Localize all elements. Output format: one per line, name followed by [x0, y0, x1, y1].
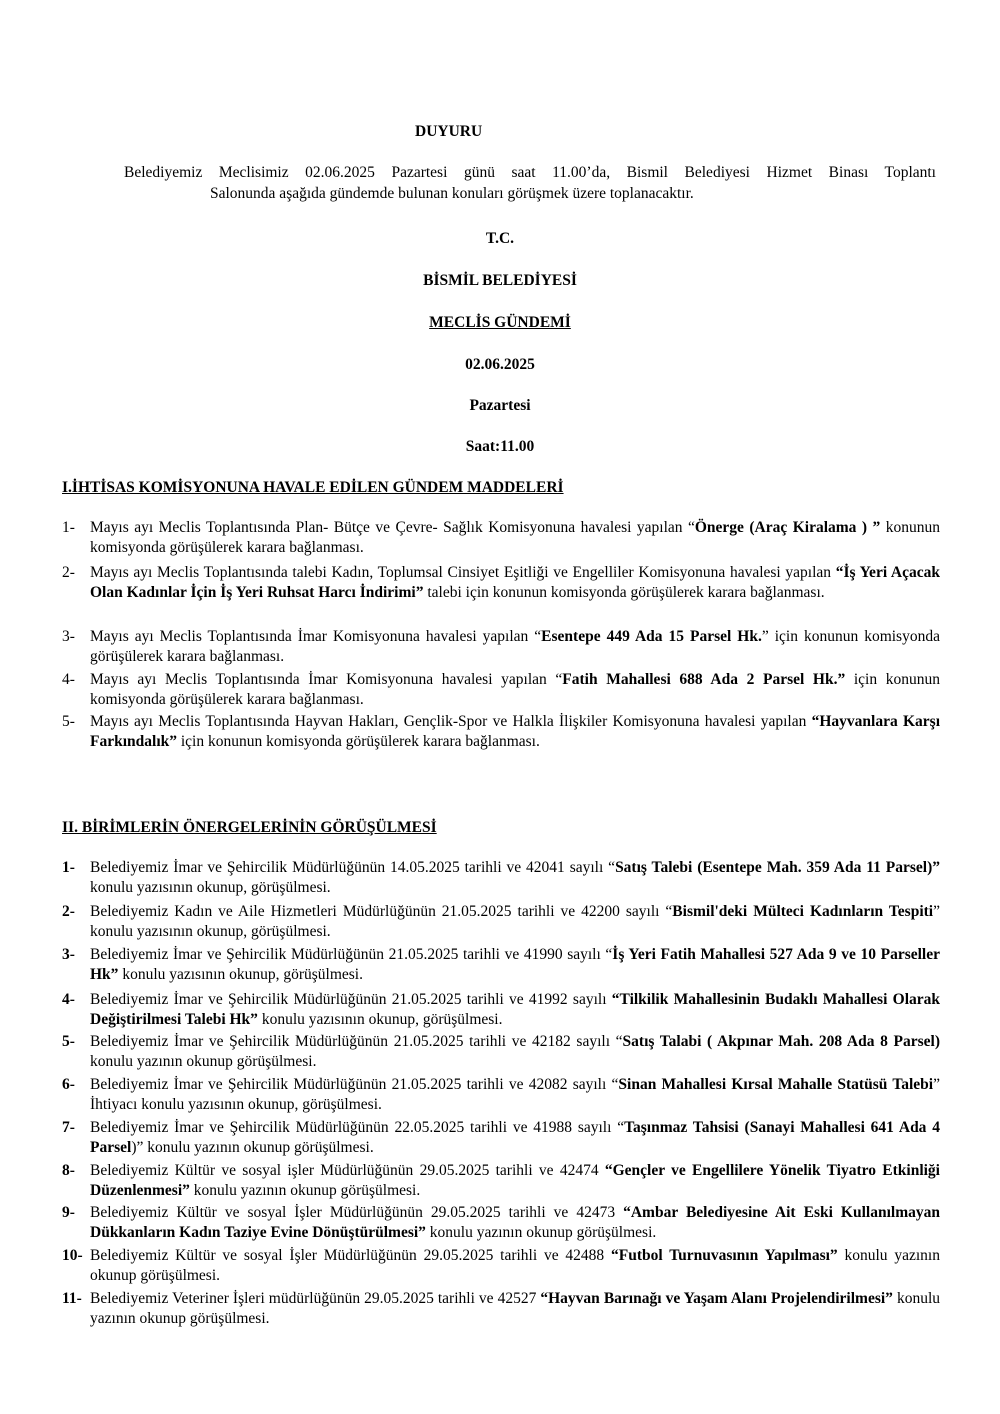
item-subject: Satış Talebi (Esentepe Mah. 359 Ada 11 Parsel)” [615, 859, 940, 876]
section1-item-1 [62, 518, 940, 558]
item-subject: Satış Talabi ( Akpınar Mah. 208 Ada 8 Parsel) [622, 1033, 940, 1050]
section2-item-4 [62, 990, 940, 1030]
section2-item-10 [62, 1246, 940, 1286]
section1-heading: I.İHTİSAS KOMİSYONUNA HAVALE EDİLEN GÜNDEM MADDELERİ [62, 479, 564, 496]
item-text [90, 1161, 940, 1201]
section2-heading: II. BİRİMLERİN ÖNERGELERİNİN GÖRÜŞÜLMESİ [62, 819, 437, 836]
item-number: 5- [62, 713, 75, 730]
intro-line-1: Belediyemiz Meclisimiz 02.06.2025 Pazartesi günü saat 11.00’da, Bismil Belediyesi Hizmet Binası Toplantı [124, 164, 936, 181]
item-text-tail: )” konulu yazının okunup görüşülmesi. [131, 1139, 374, 1156]
item-text-tail: konulu yazının okunup görüşülmesi. [90, 1247, 940, 1284]
item-text-tail: için konunun komisyonda görüşülerek karara bağlanması. [177, 733, 540, 750]
item-text-lead: Belediyemiz Veteriner İşleri müdürlüğünün 29.05.2025 tarihli ve 42527 [90, 1290, 541, 1307]
item-text-lead: Belediyemiz İmar ve Şehircilik Müdürlüğünün 21.05.2025 tarihli ve 42182 sayılı “ [90, 1033, 623, 1050]
item-number: 8- [62, 1162, 75, 1179]
item-number: 2- [62, 564, 75, 581]
item-text-lead: Belediyemiz İmar ve Şehircilik Müdürlüğünün 22.05.2025 tarihli ve 41988 sayılı “ [90, 1119, 625, 1136]
item-text [90, 1075, 940, 1115]
item-text-tail: ” için konunun komisyonda görüşülerek karara bağlanması. [90, 628, 940, 665]
item-number: 2- [62, 903, 75, 920]
item-text [90, 1118, 940, 1158]
item-text-lead: Belediyemiz Kadın ve Aile Hizmetleri Müdürlüğünün 21.05.2025 tarihli ve 42200 sayılı “ [90, 903, 673, 920]
item-text-lead: Belediyemiz İmar ve Şehircilik Müdürlüğünün 21.05.2025 tarihli ve 41992 sayılı [90, 991, 612, 1008]
item-text [90, 1289, 940, 1329]
item-text [90, 670, 940, 710]
item-text-tail: talebi için konunun komisyonda görüşülerek karara bağlanması. [423, 584, 825, 601]
section1-item-3 [62, 627, 940, 667]
item-subject: Taşınmaz Tahsisi (Sanayi Mahallesi 641 Ada 4 Parsel [90, 1119, 940, 1156]
item-text [90, 902, 940, 942]
item-text-tail: için konunun komisyonda görüşülerek karara bağlanması. [90, 671, 940, 708]
item-subject: Önerge (Araç Kiralama ) ” [694, 519, 881, 536]
item-number: 11- [62, 1290, 82, 1307]
section2-item-6 [62, 1075, 940, 1115]
item-text-lead: Mayıs ayı Meclis Toplantısında İmar Komisyonuna havalesi yapılan “ [90, 671, 563, 688]
meeting-day: Pazartesi [469, 397, 531, 414]
item-text-lead: Belediyemiz İmar ve Şehircilik Müdürlüğünün 14.05.2025 tarihli ve 42041 sayılı “ [90, 859, 616, 876]
meeting-date: 02.06.2025 [465, 356, 535, 373]
section2-item-9 [62, 1203, 940, 1243]
item-text-lead: Mayıs ayı Meclis Toplantısında Hayvan Hakları, Gençlik-Spor ve Halkla İlişkiler Komisyonuna havalesi yapılan [90, 713, 812, 730]
municipality-name: BİSMİL BELEDİYESİ [423, 272, 577, 289]
item-subject: Bismil'deki Mülteci Kadınların Tespiti [672, 903, 934, 920]
intro-line-2: Salonunda aşağıda gündemde bulunan konuları görüşmek üzere toplanacaktır. [210, 185, 694, 202]
meeting-time: Saat:11.00 [465, 438, 535, 455]
item-subject: Sinan Mahallesi Kırsal Mahalle Statüsü Talebi [618, 1076, 934, 1093]
item-number: 4- [62, 671, 75, 688]
item-text [90, 1203, 940, 1243]
item-text-tail: konunun komisyonda görüşülerek karara bağlanması. [90, 519, 940, 556]
item-subject: Esentepe 449 Ada 15 Parsel Hk. [541, 628, 762, 645]
item-text [90, 990, 940, 1030]
item-subject: “Futbol Turnuvasının Yapılması” [610, 1247, 838, 1264]
agenda-title-text: MECLİS GÜNDEMİ [429, 314, 571, 331]
item-text-tail: ” konulu yazısının okunup, görüşülmesi. [90, 903, 940, 940]
item-number: 9- [62, 1204, 75, 1221]
item-text-lead: Belediyemiz İmar ve Şehircilik Müdürlüğünün 21.05.2025 tarihli ve 41990 sayılı “ [90, 946, 613, 963]
tc-label: T.C. [485, 230, 515, 247]
item-subject: Fatih Mahallesi 688 Ada 2 Parsel Hk.” [562, 671, 846, 688]
item-text-tail: konulu yazının okunup görüşülmesi. [189, 1182, 421, 1199]
item-text-lead: Belediyemiz Kültür ve sosyal İşler Müdürlüğünün 29.05.2025 tarihli ve 42488 [90, 1247, 611, 1264]
item-subject: “Hayvan Barınağı ve Yaşam Alanı Projelendirilmesi” [540, 1290, 893, 1307]
section1-item-2 [62, 563, 940, 603]
item-number: 3- [62, 628, 75, 645]
item-text-tail: konulu yazının okunup görüşülmesi. [425, 1224, 657, 1241]
item-text [90, 712, 940, 752]
item-text [90, 518, 940, 558]
section2-item-2 [62, 902, 940, 942]
item-number: 5- [62, 1033, 75, 1050]
section2-item-7 [62, 1118, 940, 1158]
item-text-lead: Belediyemiz İmar ve Şehircilik Müdürlüğünün 21.05.2025 tarihli ve 42082 sayılı “ [90, 1076, 619, 1093]
item-number: 6- [62, 1076, 75, 1093]
item-subject: “Hayvanlara Karşı Farkındalık” [90, 713, 940, 750]
item-text-tail: konulu yazısının okunup, görüşülmesi. [118, 966, 363, 983]
item-subject: “Gençler ve Engellilere Yönelik Tiyatro Etkinliği Düzenlenmesi” [90, 1162, 940, 1199]
item-number: 1- [62, 859, 75, 876]
document-title: DUYURU [415, 123, 483, 140]
item-text-lead: Mayıs ayı Meclis Toplantısında İmar Komisyonuna havalesi yapılan “ [90, 628, 542, 645]
item-text [90, 1032, 940, 1072]
section2-item-3 [62, 945, 940, 985]
item-text-lead: Mayıs ayı Meclis Toplantısında talebi Kadın, Toplumsal Cinsiyet Eşitliği ve Engelliler Komisyonuna havalesi yapılan [90, 564, 836, 581]
item-number: 10- [62, 1247, 83, 1264]
item-text-tail: konulu yazısının okunup, görüşülmesi. [257, 1011, 503, 1028]
item-text-tail: konulu yazının okunup görüşülmesi. [90, 1290, 941, 1327]
item-text-tail: konulu yazının okunup görüşülmesi. [90, 1053, 317, 1070]
item-text [90, 858, 940, 898]
item-subject: “İş Yeri Açacak Olan Kadınlar İçin İş Yeri Ruhsat Harcı İndirimi” [90, 564, 941, 601]
agenda-title [0, 313, 1000, 333]
item-text [90, 945, 940, 985]
item-subject: “Tilkilik Mahallesinin Budaklı Mahallesi Olarak Değiştirilmesi Talebi Hk” [90, 991, 940, 1028]
item-number: 4- [62, 991, 75, 1008]
section2-item-5 [62, 1032, 940, 1072]
item-text-tail: ” İhtiyacı konulu yazısının okunup, görüşülmesi. [90, 1076, 940, 1113]
item-text-tail: konulu yazısının okunup, görüşülmesi. [90, 879, 331, 896]
item-number: 1- [62, 519, 75, 536]
section1-item-5 [62, 712, 940, 752]
item-subject: “Ambar Belediyesine Ait Eski Kullanılmayan Dükkanların Kadın Taziye Evine Dönüştürülmesi” [90, 1204, 940, 1241]
section2-item-1 [62, 858, 940, 898]
item-text-lead: Mayıs ayı Meclis Toplantısında Plan- Bütçe ve Çevre- Sağlık Komisyonuna havalesi yapılan “ [90, 519, 695, 536]
item-text [90, 627, 940, 667]
item-text-lead: Belediyemiz Kültür ve sosyal işler Müdürlüğünün 29.05.2025 tarihli ve 42474 [90, 1162, 605, 1179]
item-number: 7- [62, 1119, 75, 1136]
section2-item-11 [62, 1289, 940, 1329]
item-text [90, 563, 940, 603]
section1-item-4 [62, 670, 940, 710]
item-text-lead: Belediyemiz Kültür ve sosyal İşler Müdürlüğünün 29.05.2025 tarihli ve 42473 [90, 1204, 624, 1221]
section2-item-8 [62, 1161, 940, 1201]
item-text [90, 1246, 940, 1286]
item-subject: İş Yeri Fatih Mahallesi 527 Ada 9 ve 10 Parseller Hk” [90, 946, 940, 983]
item-number: 3- [62, 946, 75, 963]
